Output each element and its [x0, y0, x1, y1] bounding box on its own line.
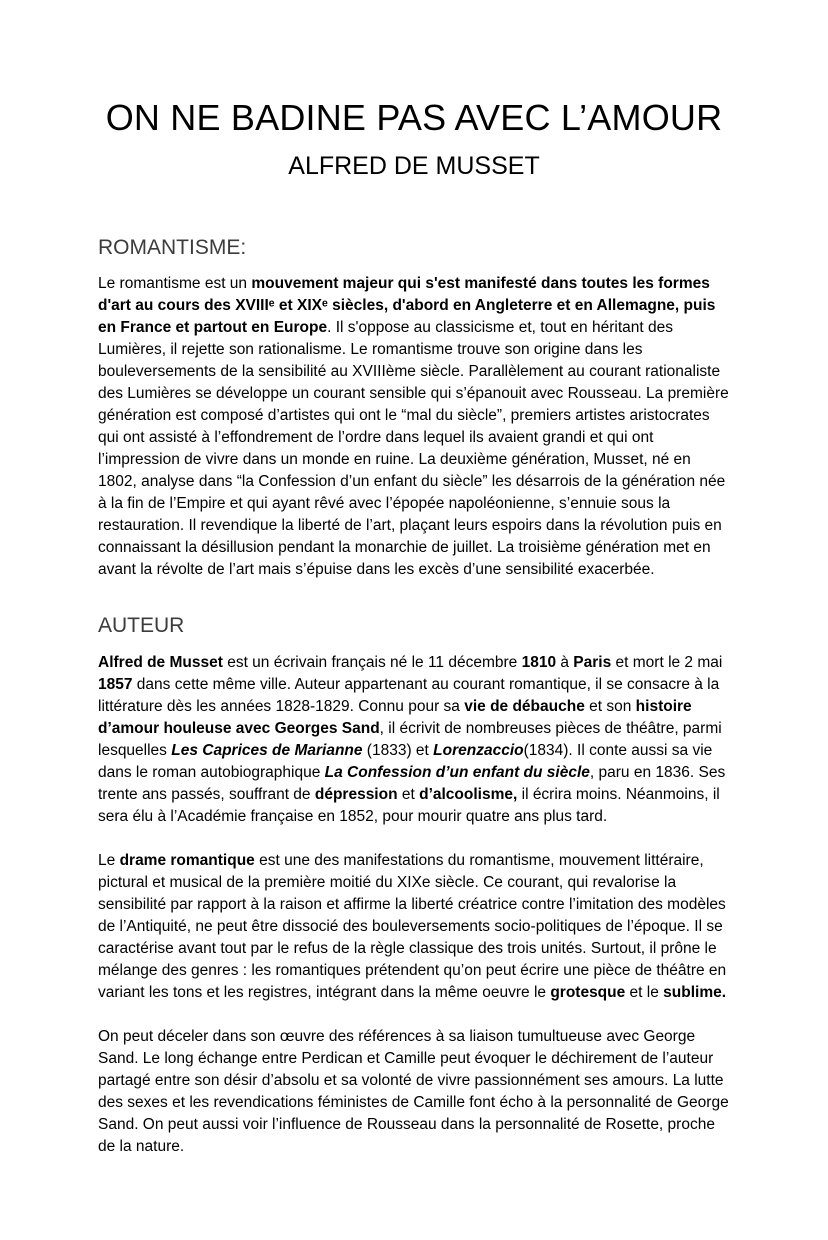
text-run: , il écrivit de nombreuses pièces de théâtre, parmi lesquelles — [98, 719, 722, 759]
section-heading-auteur: AUTEUR — [98, 614, 185, 638]
text-run: histoire d’amour houleuse avec Georges Sand — [98, 697, 692, 737]
text-run: Alfred de Musset — [98, 653, 223, 671]
document-title: ON NE BADINE PAS AVEC L’AMOUR — [105, 97, 723, 138]
text-run: Les Caprices de Marianne — [171, 741, 363, 759]
text-run: Le romantisme est un — [98, 275, 252, 293]
paragraph-auteur-biography — [98, 652, 730, 828]
text-run: d’alcoolisme, — [419, 785, 518, 803]
text-run: et le — [625, 983, 664, 1001]
text-run: 1810 — [521, 653, 557, 671]
paragraph-romantisme — [98, 273, 730, 581]
text-run: il écrira moins. Néanmoins, il sera élu à l’Académie française en 1852, pour mourir quatre ans plus tard. — [98, 785, 720, 825]
text-run: , paru en 1836. Ses trente ans passés, souffrant de — [98, 763, 726, 803]
paragraph-auteur-drame-romantique — [98, 850, 730, 1004]
text-run: est une des manifestations du romantisme, mouvement littéraire, pictural et musical de la première moitié du XIXe siècle. Ce courant, qui revalorise la sensibilité par rapport à la raison et affirme la liberté créatrice contre l’imitation des modèles de l’Antiquité, ne peut être dissocié des bouleversements socio-politiques de l’époque. Il se caractérise avant tout par le refus de la règle classique des trois unités. Surtout, il prône le mélange des genres : les romantiques prétendent qu’on peut écrire une pièce de théâtre en variant les tons et les registres, intégrant dans la même oeuvre le — [98, 851, 727, 1001]
text-run: vie de débauche — [464, 697, 585, 715]
text-run: . Il s'oppose au classicisme et, tout en héritant des Lumières, il rejette son rationalisme. Le romantisme trouve son origine dans les bouleversements de la sensibilité au XVIIIème siècle. Parallèlement au courant rationaliste des Lumières se développe un courant sensible qui s’épanouit avec Rousseau. La première génération est composé d’artistes qui ont le “mal du siècle”, premiers artistes aristocrates qui ont assisté à l’effondrement de l’ordre dans lequel ils avaient grandi et qui ont l’impression de vivre dans un monde en ruine. La deuxième génération, Musset, né en 1802, analyse dans “la Confession d’un enfant du siècle” les désarrois de la génération née à la fin de l’Empire et qui ayant rêvé avec l’épopée napoléonienne, s’ennuie sous la restauration. Il revendique la liberté de l’art, plaçant leurs espoirs dans la révolution puis en connaissant la désillusion pendant la monarchie de juillet. La troisième génération met en avant la révolte de l’art mais s’épuise dans les excès d’une sensibilité exacerbée. — [98, 319, 729, 579]
text-run: Le — [98, 851, 120, 869]
text-run: sublime. — [663, 983, 727, 1001]
text-run: est un écrivain français né le 11 décembre — [222, 653, 522, 671]
paragraph-auteur-references-oeuvre — [98, 1026, 730, 1158]
text-run: Paris — [573, 653, 612, 671]
text-run: à — [556, 653, 574, 671]
text-run: 1857 — [98, 675, 133, 693]
text-run: Lorenzaccio — [433, 741, 524, 759]
text-run: dans cette même ville. Auteur appartenant au courant romantique, il se consacre à la littérature dès les années 1828-1829. Connu pour sa — [98, 675, 720, 715]
text-run: On peut déceler dans son œuvre des références à sa liaison tumultueuse avec George Sand. Le long échange entre Perdican et Camille peut évoquer le déchirement de l’auteur partagé entre son désir d’absolu et sa volonté de vivre passionnément ses amours. La lutte des sexes et les revendications féministes de Camille font écho à la personnalité de George Sand. On peut aussi voir l’influence de Rousseau dans la personnalité de Rosette, proche de la nature. — [98, 1027, 729, 1155]
text-run: et — [397, 785, 420, 803]
text-run: mouvement majeur qui s'est manifesté dans toutes les formes d'art au cours des XVIIIᵉ et XIXᵉ siècles, d'abord en Angleterre et en Allemagne, puis en France et partout en Europe — [98, 275, 716, 337]
text-run: La Confession d’un enfant du siècle — [324, 763, 590, 781]
text-run: drame romantique — [119, 851, 255, 869]
document-subtitle: ALFRED DE MUSSET — [288, 152, 540, 181]
text-run: grotesque — [550, 983, 626, 1001]
text-run: et mort le 2 mai — [611, 653, 723, 671]
section-heading-romantisme: ROMANTISME: — [98, 236, 247, 260]
text-run: (1834). Il conte aussi sa vie dans le roman autobiographique — [98, 741, 713, 781]
text-run: et son — [584, 697, 636, 715]
text-run: (1833) et — [362, 741, 434, 759]
text-run: dépression — [314, 785, 398, 803]
